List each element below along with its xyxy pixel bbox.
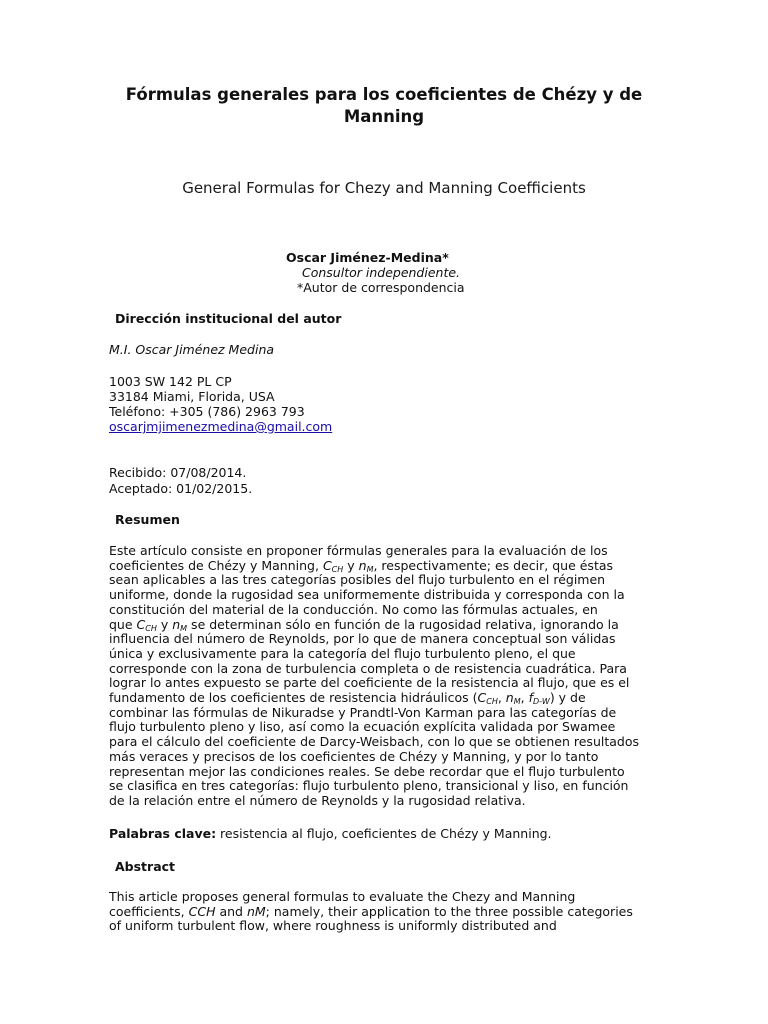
paper-title — [60, 84, 708, 128]
abstract-paragraph — [109, 890, 669, 934]
abstract-heading: Abstract — [115, 859, 176, 874]
institutional-author-name: M.I. Oscar Jiménez Medina — [109, 342, 275, 357]
resumen-line: Este artículo consiste en proponer fórmulas generales para la evaluación de los — [109, 543, 608, 558]
symbol-cch: CCH — [188, 903, 216, 919]
keywords-label: Palabras clave: — [109, 826, 217, 841]
paper-subtitle: General Formulas for Chezy and Manning Coefficients — [182, 179, 586, 197]
email-link[interactable]: oscarjmjimenezmedina@gmail.com — [109, 419, 333, 434]
keywords-text: resistencia al flujo, coeficientes de Chézy y Manning. — [216, 826, 552, 841]
resumen-line: lograr lo antes expuesto se parte del coeficiente de la resistencia al flujo, que es el — [109, 675, 630, 691]
resumen-line: que $C_{CH}$ y $n_M$ se determinan sólo en función de la rugosidad relativa, ignorando la — [109, 616, 619, 633]
symbol-c-ch: $C_{CH}$ — [136, 616, 157, 633]
resumen-line: corresponde con la zona de turbulencia completa o de resistencia cuadrática. Para — [109, 660, 627, 676]
resumen-line: de la relación entre el número de Reynolds y la rugosidad relativa. — [109, 792, 526, 808]
resumen-line: combinar las fórmulas de Nikuradse y Prandtl-Von Karman para las categorías de — [109, 704, 617, 720]
abstract-line: of uniform turbulent flow, where roughness is uniformly distributed and — [109, 918, 557, 934]
symbol-n-m: $n_M$ — [172, 616, 188, 633]
resumen-line: representan mejor las condiciones reales. Se debe recordar que el flujo turbulento — [109, 763, 625, 779]
paper-title-line-2: Manning — [343, 107, 425, 126]
author-affiliation: Consultor independiente. — [302, 265, 461, 280]
symbol-nm: nM — [246, 903, 266, 919]
resumen-line: se clasifica en tres categorías: flujo turbulento pleno, transicional y liso, en función — [109, 778, 629, 794]
resumen-line: coeficientes de Chézy y Manning, $C_{CH}$ y $n_M$, respectivamente; es decir, que éstas — [109, 557, 614, 574]
resumen-line: influencia del número de Reynolds, por lo que de manera conceptual son válidas — [109, 631, 616, 647]
paper-title-line-1: Fórmulas generales para los coeficientes de Chézy y de — [125, 85, 643, 104]
symbol-n-m: $n_M$ — [505, 690, 521, 707]
received-date: Recibido: 07/08/2014. — [109, 465, 247, 480]
phone: Teléfono: +305 (786) 2963 793 — [109, 404, 305, 419]
accepted-date: Aceptado: 01/02/2015. — [109, 481, 253, 496]
keywords-line — [109, 826, 552, 841]
symbol-f-dw: $f_{D-W}$ — [528, 690, 550, 707]
resumen-line: única y exclusivamente para la categoría del flujo turbulento pleno, el que — [109, 645, 576, 661]
resumen-line: flujo turbulento pleno y liso, así como la ecuación explícita validada por Swamee — [109, 719, 616, 735]
symbol-c-ch: $C_{CH}$ — [477, 690, 498, 707]
resumen-line: más veraces y precisos de los coeficientes de Chézy y Manning, y por lo tanto — [109, 748, 599, 764]
abstract-line: coefficients, CCH and nM; namely, their application to the three possible categories — [109, 903, 633, 919]
correspondence-note: *Autor de correspondencia — [297, 280, 465, 295]
resumen-paragraph — [109, 544, 669, 809]
resumen-line: sean aplicables a las tres categorías posibles del flujo turbulento en el régimen — [109, 572, 606, 588]
institutional-heading: Dirección institucional del autor — [115, 311, 342, 326]
abstract-line: This article proposes general formulas to evaluate the Chezy and Manning — [109, 889, 576, 904]
resumen-heading: Resumen — [115, 512, 180, 527]
symbol-n-m: $n_M$ — [358, 557, 374, 574]
resumen-line: uniforme, donde la rugosidad sea uniformemente distribuida y corresponda con la — [109, 587, 625, 603]
author-name: Oscar Jiménez-Medina* — [286, 250, 449, 265]
resumen-line: para el cálculo del coeficiente de Darcy-Weisbach, con lo que se obtienen resultados — [109, 734, 639, 750]
symbol-c-ch: $C_{CH}$ — [322, 557, 344, 574]
resumen-line: fundamento de los coeficientes de resistencia hidráulicos ($C_{CH}$, $n_M$, $f_{D-W}$) y de — [109, 690, 586, 707]
address-line-1: 1003 SW 142 PL CP — [109, 374, 232, 389]
address-line-2: 33184 Miami, Florida, USA — [109, 389, 275, 404]
resumen-line: constitución del material de la conducción. No como las fórmulas actuales, en — [109, 601, 598, 617]
